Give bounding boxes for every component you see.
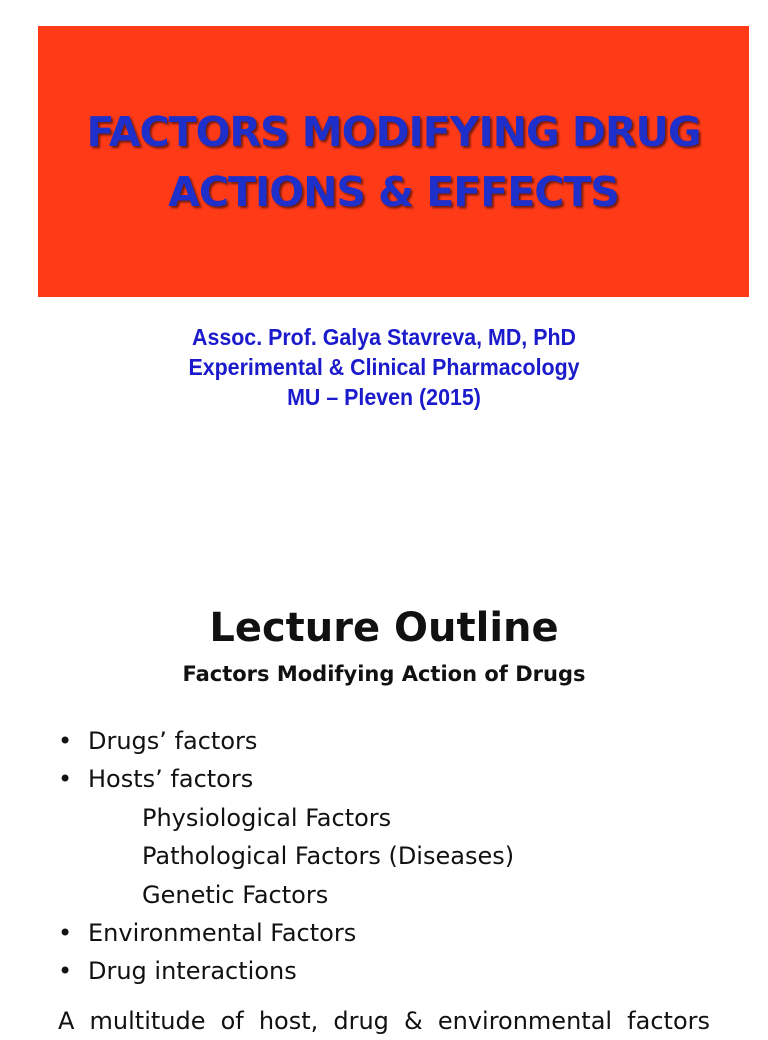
outline-subitem-pathological <box>58 837 738 875</box>
author-department: Experimental & Clinical Pharmacology <box>188 354 580 380</box>
outline-item-label: Drug interactions <box>88 957 297 986</box>
outline-item-environmental <box>58 914 738 952</box>
bullet-icon: • <box>58 765 73 794</box>
title-line-1: FACTORS MODIFYING DRUG <box>86 107 701 156</box>
author-institution: MU – Pleven (2015) <box>287 384 481 410</box>
outline-item-label: Physiological Factors <box>142 803 392 832</box>
title-line-2: ACTIONS & EFFECTS <box>168 167 619 216</box>
outline-item-label: Environmental Factors <box>88 919 357 948</box>
title-banner <box>38 26 749 297</box>
outline-item-label: Pathological Factors (Diseases) <box>142 842 515 871</box>
outline-list <box>58 722 738 991</box>
outline-item-label: Drugs’ factors <box>88 727 258 755</box>
outline-title: Lecture Outline <box>209 605 559 651</box>
outline-item-label: Hosts’ factors <box>88 765 254 794</box>
outline-subitem-physiological <box>58 799 738 837</box>
footer-text: A multitude of host, drug & environmental factors <box>58 1007 710 1035</box>
outline-item-hosts-factors <box>58 760 738 798</box>
outline-subitem-genetic <box>58 876 738 914</box>
outline-item-drugs-factors <box>58 722 738 760</box>
author-name: Assoc. Prof. Galya Stavreva, MD, PhD <box>191 324 576 350</box>
outline-subtitle: Factors Modifying Action of Drugs <box>182 662 586 686</box>
author-block <box>0 322 768 412</box>
bullet-icon: • <box>58 919 73 948</box>
bullet-icon: • <box>58 957 73 986</box>
outline-item-drug-interactions <box>58 952 738 990</box>
bullet-icon: • <box>58 727 73 755</box>
outline-item-label: Genetic Factors <box>142 880 329 909</box>
